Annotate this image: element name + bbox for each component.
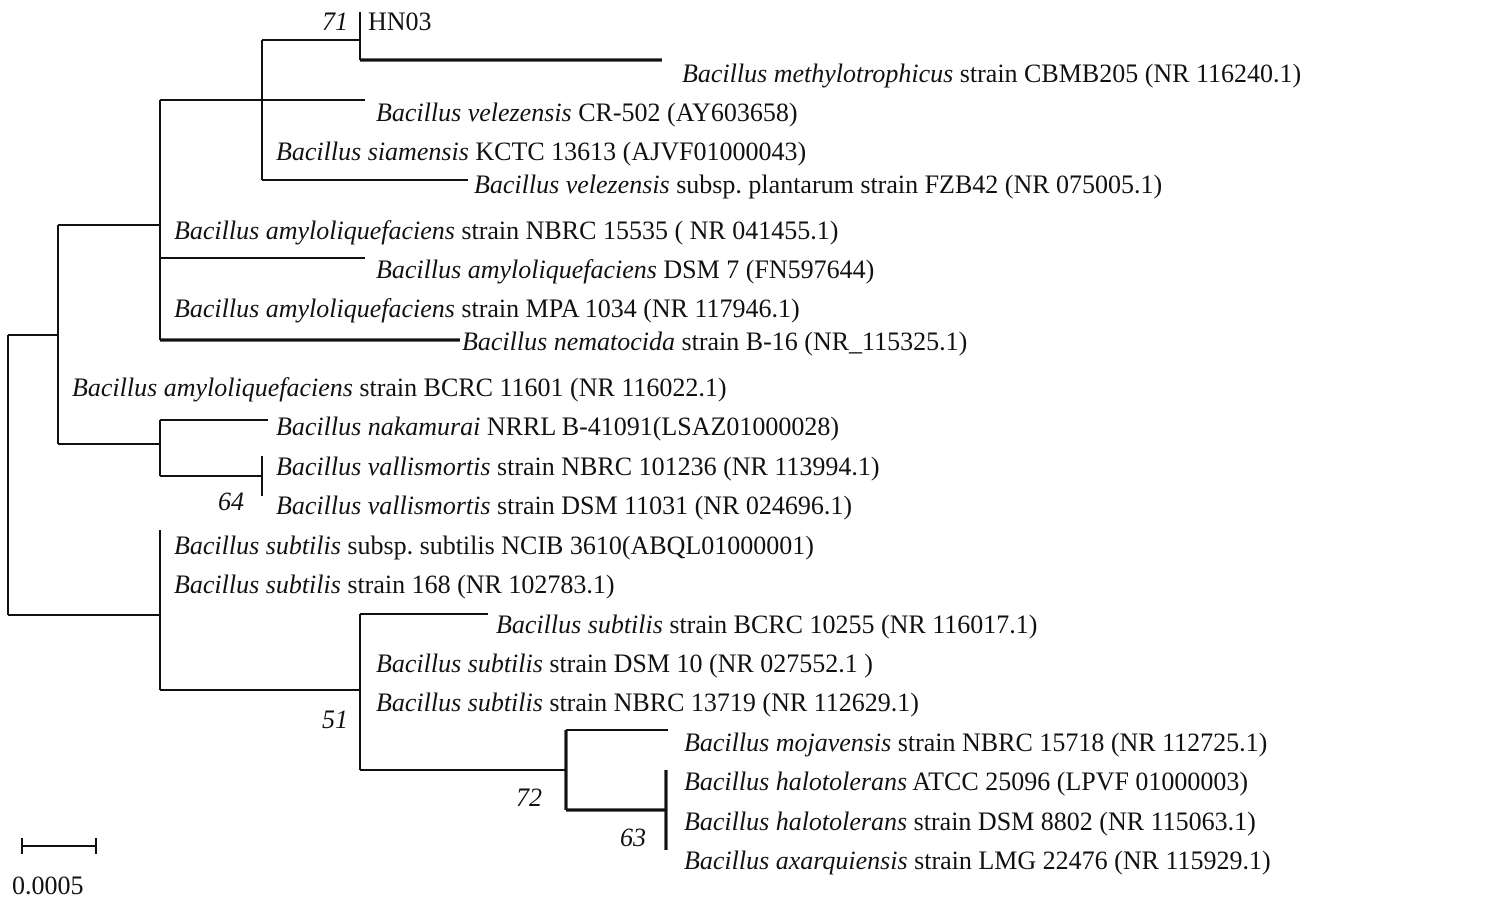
taxon-label-mojavensis: Bacillus mojavensis strain NBRC 15718 (NR 112725.1) <box>684 728 1268 757</box>
taxon-labels <box>72 7 1301 875</box>
taxon-label-nematocida: Bacillus nematocida strain B-16 (NR_115325.1) <box>462 327 968 356</box>
taxon-label-axarquiensis: Bacillus axarquiensis strain LMG 22476 (NR 115929.1) <box>684 846 1271 875</box>
bootstrap-halotolerans: 63 <box>620 823 646 852</box>
taxon-label-methylotrophicus: Bacillus methylotrophicus strain CBMB205 (NR 116240.1) <box>682 59 1302 88</box>
bootstrap-subtilis: 51 <box>322 705 348 734</box>
taxon-label-hn03: HN03 <box>368 7 432 36</box>
taxon-label-subtilis-dsm10: Bacillus subtilis strain DSM 10 (NR 027552.1 ) <box>376 649 873 678</box>
taxon-label-velezensis-cr502: Bacillus velezensis CR-502 (AY603658) <box>376 98 798 127</box>
bootstrap-mojavensis: 72 <box>516 783 542 812</box>
taxon-label-subtilis-nbrc13719: Bacillus subtilis strain NBRC 13719 (NR 112629.1) <box>376 688 919 717</box>
taxon-label-amylo-nbrc15535: Bacillus amyloliquefaciens strain NBRC 15535 ( NR 041455.1) <box>174 216 839 245</box>
bootstrap-hn03: 71 <box>322 7 348 36</box>
taxon-label-nakamurai: Bacillus nakamurai NRRL B-41091(LSAZ01000028) <box>276 412 840 441</box>
taxon-label-subtilis-ncib3610: Bacillus subtilis subsp. subtilis NCIB 3610(ABQL01000001) <box>174 531 814 560</box>
taxon-label-vallis-nbrc101236: Bacillus vallismortis strain NBRC 101236 (NR 113994.1) <box>276 452 880 481</box>
taxon-label-amylo-dsm7: Bacillus amyloliquefaciens DSM 7 (FN597644) <box>376 255 875 284</box>
scale-bar-label: 0.0005 <box>12 871 84 900</box>
taxon-label-amylo-bcrc11601: Bacillus amyloliquefaciens strain BCRC 11601 (NR 116022.1) <box>72 373 727 402</box>
taxon-label-siamensis: Bacillus siamensis KCTC 13613 (AJVF01000043) <box>276 137 807 166</box>
taxon-label-subtilis-168: Bacillus subtilis strain 168 (NR 102783.1) <box>174 570 615 599</box>
taxon-label-vallis-dsm11031: Bacillus vallismortis strain DSM 11031 (NR 024696.1) <box>276 491 853 520</box>
taxon-label-halotolerans-atcc25096: Bacillus halotolerans ATCC 25096 (LPVF 01000003) <box>684 767 1249 796</box>
taxon-label-velezensis-fzb42: Bacillus velezensis subsp. plantarum strain FZB42 (NR 075005.1) <box>474 170 1163 199</box>
taxon-label-amylo-mpa1034: Bacillus amyloliquefaciens strain MPA 1034 (NR 117946.1) <box>174 294 800 323</box>
bootstrap-vallismortis: 64 <box>218 487 244 516</box>
taxon-label-subtilis-bcrc10255: Bacillus subtilis strain BCRC 10255 (NR 116017.1) <box>496 610 1038 639</box>
taxon-label-halotolerans-dsm8802: Bacillus halotolerans strain DSM 8802 (NR 115063.1) <box>684 807 1256 836</box>
